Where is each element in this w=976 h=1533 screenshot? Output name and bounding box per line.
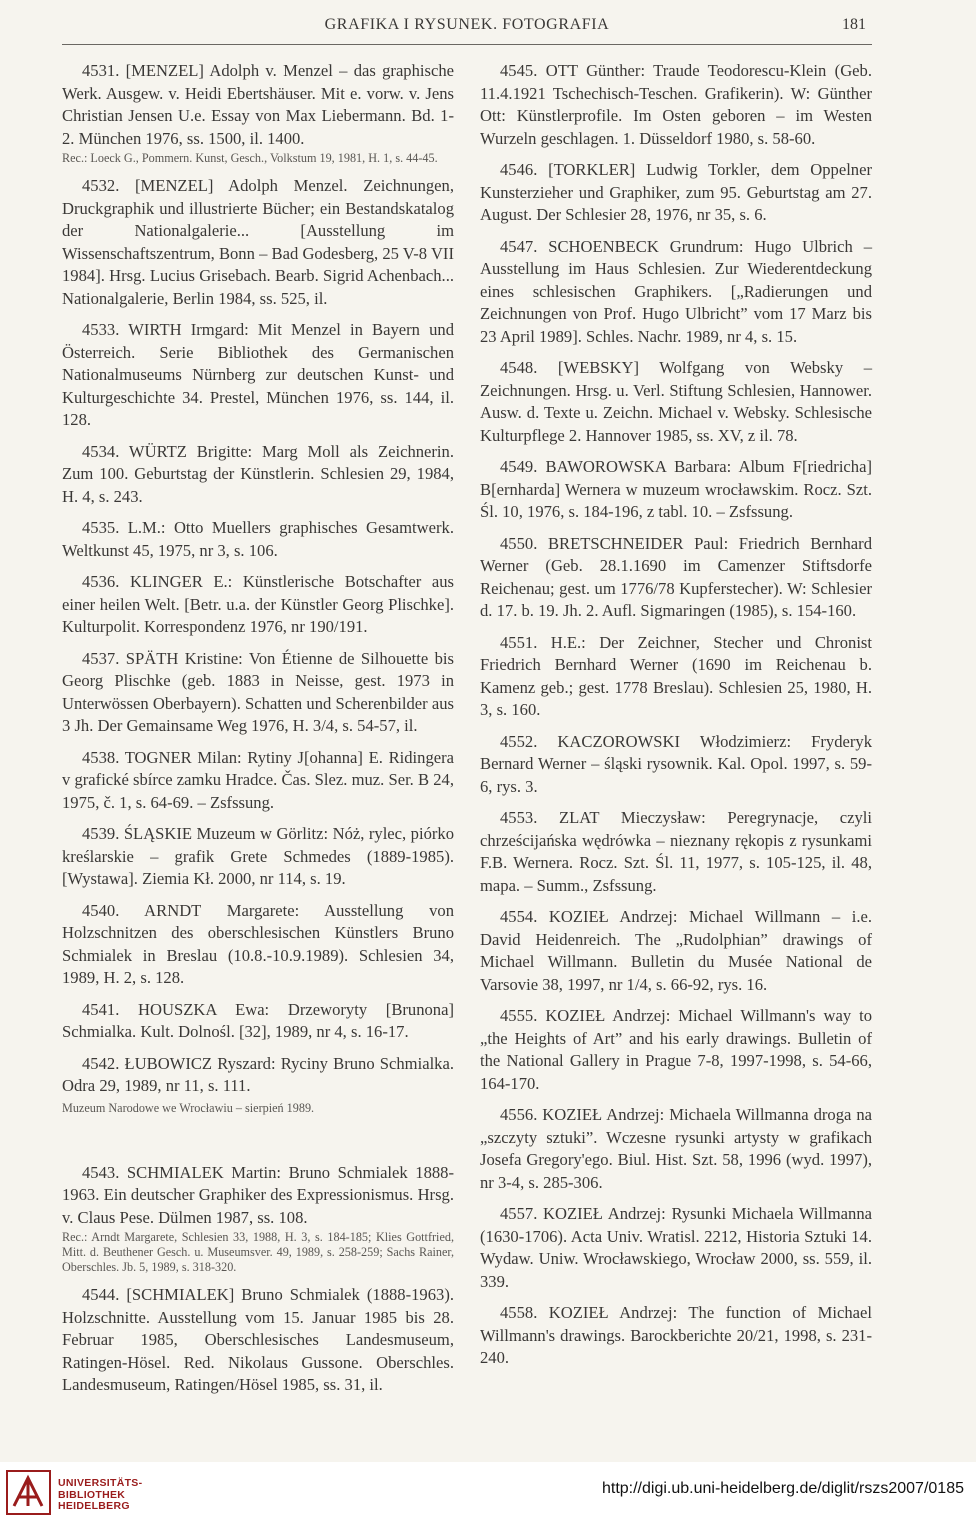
bibliography-entry: [62, 747, 454, 815]
entry-text: 4547. SCHOENBECK Grundrum: Hugo Ulbrich – Ausstellung im Haus Schlesien. Zur Wiederentdeckung eines schlesischen Graphikers. [„Radierungen und Zeichnungen von Prof. Hugo Ulbricht” vom 17 Marz bis 23 April 1989]. Schles. Nachr. 1989, nr 4, s. 15.: [480, 236, 872, 346]
page-number: 181: [842, 16, 866, 33]
bibliography-entry: [62, 823, 454, 891]
left-entry-list-continued: [62, 1162, 454, 1397]
review-note: Rec.: Arndt Margarete, Schlesien 33, 1988, H. 3, s. 184-185; Klies Gottfried, Mitt. d. Beuthener Gesch. u. Museumsver. 49, 1989, s. 258-259; Sachs Rainer, Oberschles. Jb. 5, 1989, s. 318-320.: [62, 1230, 454, 1274]
review-note: Rec.: Loeck G., Pommern. Kunst, Gesch., Volkstum 19, 1981, H. 1, s. 44-45.: [62, 151, 438, 165]
library-name-line-2: BIBLIOTHEK: [58, 1488, 126, 1501]
entry-text: 4542. ŁUBOWICZ Ryszard: Ryciny Bruno Schmialka. Odra 29, 1989, nr 11, s. 111.: [62, 1053, 454, 1095]
bibliography-entry: [480, 159, 872, 227]
entry-text: 4538. TOGNER Milan: Rytiny J[ohanna] E. Ridingera v grafické sbírce zamku Hradce. Čas. Slez. muz. Ser. B 24, 1975, č. 1, s. 64-69. – Zsfssung.: [62, 747, 454, 812]
bibliography-entry: [62, 648, 454, 738]
entry-text: 4531. [MENZEL] Adolph v. Menzel – das graphische Werk. Ausgew. v. Heidi Ebertshäuser. Mit e. vorw. v. Jens Christian Jensen U.e. Essay von Max Liebermann. Bd. 1-2. München 1976, ss. 1500, il. 1400.: [62, 61, 454, 148]
bibliography-entry: [480, 236, 872, 349]
library-name-line-1: UNIVERSITÄTS-: [58, 1477, 143, 1489]
entry-text: 4552. KACZOROWSKI Włodzimierz: Fryderyk Bernard Werner – śląski rysownik. Kal. Opol. 1997, s. 59-6, rys. 3.: [480, 731, 872, 796]
library-name-line-3: HEIDELBERG: [58, 1500, 130, 1512]
entry-text: 4549. BAWOROWSKA Barbara: Album F[riedricha] B[ernharda] Wernera w muzeum wrocławskim. Rocz. Szt. Śl. 10, 1976, s. 184-196, z tabl. 10. – Zsfssung.: [480, 457, 872, 521]
bibliography-entry: [62, 441, 454, 509]
bibliography-entry: [480, 632, 872, 722]
column-gap: [62, 1116, 454, 1162]
entry-text: 4557. KOZIEŁ Andrzej: Rysunki Michaela Willmanna (1630-1706). Acta Univ. Wratisl. 2212, Historia Sztuki 14. Wydaw. Uniw. Wrocławskiego, Wrocław 2000, ss. 559, il. 339.: [480, 1204, 872, 1291]
entry-text: 4532. [MENZEL] Adolph Menzel. Zeichnungen, Druckgraphik und illustrierte Bücher; ein Bestandskatalog der Nationalgalerie... [Ausstellung im Wissenschaftszentrum, Bonn – Bad Godesberg, 25 V-8 VII 1984]. Hrsg. Lucius Grisebach. Bearb. Sigrid Achenbach... Nationalgalerie, Berlin 1984, ss. 525, il.: [62, 176, 454, 308]
bibliography-entry: [480, 906, 872, 996]
bibliography-entry: [62, 319, 454, 432]
left-column: [62, 60, 454, 1406]
bibliography-entry: [480, 1302, 872, 1370]
entry-text: 4548. [WEBSKY] Wolfgang von Websky – Zeichnungen. Hrsg. u. Verl. Stiftung Schlesien, Hannower. Ausw. d. Texte u. Zeichn. Michael v. Websky. Schlesische Kulturpflege 2. Hannover 1985, ss. XV, z il. 78.: [480, 358, 872, 445]
bibliography-entry: [480, 1005, 872, 1095]
page-header: [62, 10, 872, 45]
bibliography-entry: [480, 60, 872, 150]
entry-text: 4540. ARNDT Margarete: Ausstellung von Holzschnitzen des oberschlesischen Künstlers Bruno Schmialek in Breslau (10.8.-10.9.1989). Schlesien 34, 1989, H. 2, s. 128.: [62, 900, 454, 987]
bibliography-entry: [62, 517, 454, 562]
bibliography-entry: [62, 1053, 454, 1098]
entry-text: 4545. OTT Günther: Traude Teodorescu-Klein (Geb. 11.4.1921 Tschechisch-Teschen. Grafikerin). W: Günther Ott: Künstlerprofile. Im Osten geboren – im Westen Wurzeln geschlagen. 1. Düsseldorf 1980, s. 58-60.: [480, 61, 872, 148]
footer-bar: [0, 1462, 976, 1533]
bibliography-entry: [480, 1104, 872, 1194]
entry-text: 4551. H.E.: Der Zeichner, Stecher und Chronist Friedrich Bernhard Werner (1690 im Reichenau b. Kamenz geb.; gest. 1778 Breslau). Schlesien 25, 1980, H. 3, s. 160.: [480, 632, 872, 719]
bibliography-entry: [62, 60, 454, 166]
entry-text: 4541. HOUSZKA Ewa: Drzeworyty [Brunona] Schmialka. Kult. Dolnośl. [32], 1989, nr 4, s. 16-17.: [62, 999, 454, 1041]
bibliography-entry: [480, 807, 872, 897]
entry-text: 4533. WIRTH Irmgard: Mit Menzel in Bayern und Österreich. Serie Bibliothek des Germanischen Nationalmuseums Nürnberg zur deutschen Kunst- und Kulturgeschichte 34. Prestel, München 1976, ss. 144, il. 128.: [62, 320, 454, 429]
right-entry-list: [480, 60, 872, 1370]
entry-text: 4539. ŚLĄSKIE Muzeum w Görlitz: Nóż, rylec, piórko kreślarskie – grafik Grete Schmedes (1889-1985). [Wystawa]. Ziemia Kł. 2000, nr 114, s. 19.: [62, 824, 454, 888]
entry-text: 4543. SCHMIALEK Martin: Bruno Schmialek 1888-1963. Ein deutscher Graphiker des Expressionismus. Hrsg. v. Claus Pese. Dülmen 1987, ss. 108.: [62, 1162, 454, 1227]
bibliography-entry: [480, 1203, 872, 1293]
bibliography-entry: [62, 1162, 454, 1276]
entry-text: 4550. BRETSCHNEIDER Paul: Friedrich Bernhard Werner (Geb. 28.1.1690 im Camenzer Stiftsdorfe Reichenau; gest. um 1776/78 Kupferstecher). W: Schlesier d. 17. b. 19. Jh. 2. Aufl. Sigmaringen (1985), s. 154-160.: [480, 533, 872, 620]
entry-text: 4535. L.M.: Otto Muellers graphisches Gesamtwerk. Weltkunst 45, 1975, nr 3, s. 106.: [62, 518, 454, 560]
entry-text: 4555. KOZIEŁ Andrzej: Michael Willmann's way to „the Heights of Art” and his early drawings. Bulletin of the National Gallery in Prague 7-8, 1997-1998, s. 54-66, 164-170.: [480, 1006, 872, 1093]
entry-text: 4553. ZLAT Mieczysław: Peregrynacje, czyli chrześcijańska wędrówka – nieznany rękopis z rysunkami F.B. Wernera. Rocz. Szt. Śl. 11, 1977, s. 105-125, il. 48, mapa. – Summ., Zsfssung.: [480, 808, 872, 895]
running-title: GRAFIKA I RYSUNEK. FOTOGRAFIA: [324, 16, 610, 33]
bibliography-entry: [480, 357, 872, 447]
bibliography-entry: [62, 1284, 454, 1397]
entry-text: 4544. [SCHMIALEK] Bruno Schmialek (1888-1963). Holzschnitte. Ausstellung vom 15. Januar 1985 bis 28. Februar 1985, Oberschlesisches Landesmuseum, Ratingen-Hösel. Red. Nikolaus Gussone. Oberschles. Landesmuseum, Ratingen/Hösel 1985, ss. 31, il.: [62, 1285, 454, 1394]
entry-text: 4546. [TORKLER] Ludwig Torkler, dem Oppelner Kunsterzieher und Graphiker, zum 95. Geburtstag am 27. August. Der Schlesier 28, 1976, nr 35, s. 6.: [480, 160, 872, 224]
entry-text: 4556. KOZIEŁ Andrzej: Michaela Willmanna droga na „szczyty sztuki”. Wczesne rysunki artysty w grafikach Josefa Gregory'ego. Biul. Hist. Szt. 58, 1996 (wyd. 1997), nr 3-4, s. 285-306.: [480, 1105, 872, 1192]
source-url-link[interactable]: http://digi.ub.uni-heidelberg.de/diglit/rszs2007/0185: [601, 1480, 964, 1497]
bibliography-entry: [62, 571, 454, 639]
bibliography-entry: [480, 456, 872, 524]
entry-text: 4536. KLINGER E.: Künstlerische Botschafter aus einer heilen Welt. [Betr. u.a. der Künstler Georg Plischke]. Kulturpolit. Korrespondenz 1976, nr 190/191.: [62, 572, 454, 636]
bibliography-entry: [480, 731, 872, 799]
entry-text: 4534. WÜRTZ Brigitte: Marg Moll als Zeichnerin. Zum 100. Geburtstag der Künstlerin. Schlesien 29, 1984, H. 4, s. 243.: [62, 441, 454, 506]
entry-text: 4558. KOZIEŁ Andrzej: The function of Michael Willmann's drawings. Barockberichte 20/21, 1998, s. 231-240.: [480, 1303, 872, 1367]
university-library-logo-icon: [6, 1470, 51, 1515]
library-note: Muzeum Narodowe we Wrocławiu – sierpień 1989.: [62, 1100, 315, 1115]
right-column: [480, 60, 872, 1379]
bibliography-entry: [62, 175, 454, 310]
library-name: [58, 1478, 142, 1513]
entry-text: 4554. KOZIEŁ Andrzej: Michael Willmann – i.e. David Heidenreich. The „Rudolphian” drawings of Michael Willmann. Bulletin du Musée National de Varsovie 38, 1997, nr 1/4, s. 66-92, rys. 16.: [480, 907, 872, 994]
left-entry-list: [62, 60, 454, 1098]
entry-text: 4537. SPÄTH Kristine: Von Étienne de Silhouette bis Georg Plischke (geb. 1883 in Neisse, gest. 1973 in Unterwössen Oberbayern). Schatten und Scherenbilder aus 3 Jh. Der Gemainsame Weg 1976, H. 3/4, s. 54-57, il.: [62, 648, 454, 735]
bibliography-entry: [62, 900, 454, 990]
bibliography-entry: [480, 533, 872, 623]
bibliography-entry: [62, 999, 454, 1044]
